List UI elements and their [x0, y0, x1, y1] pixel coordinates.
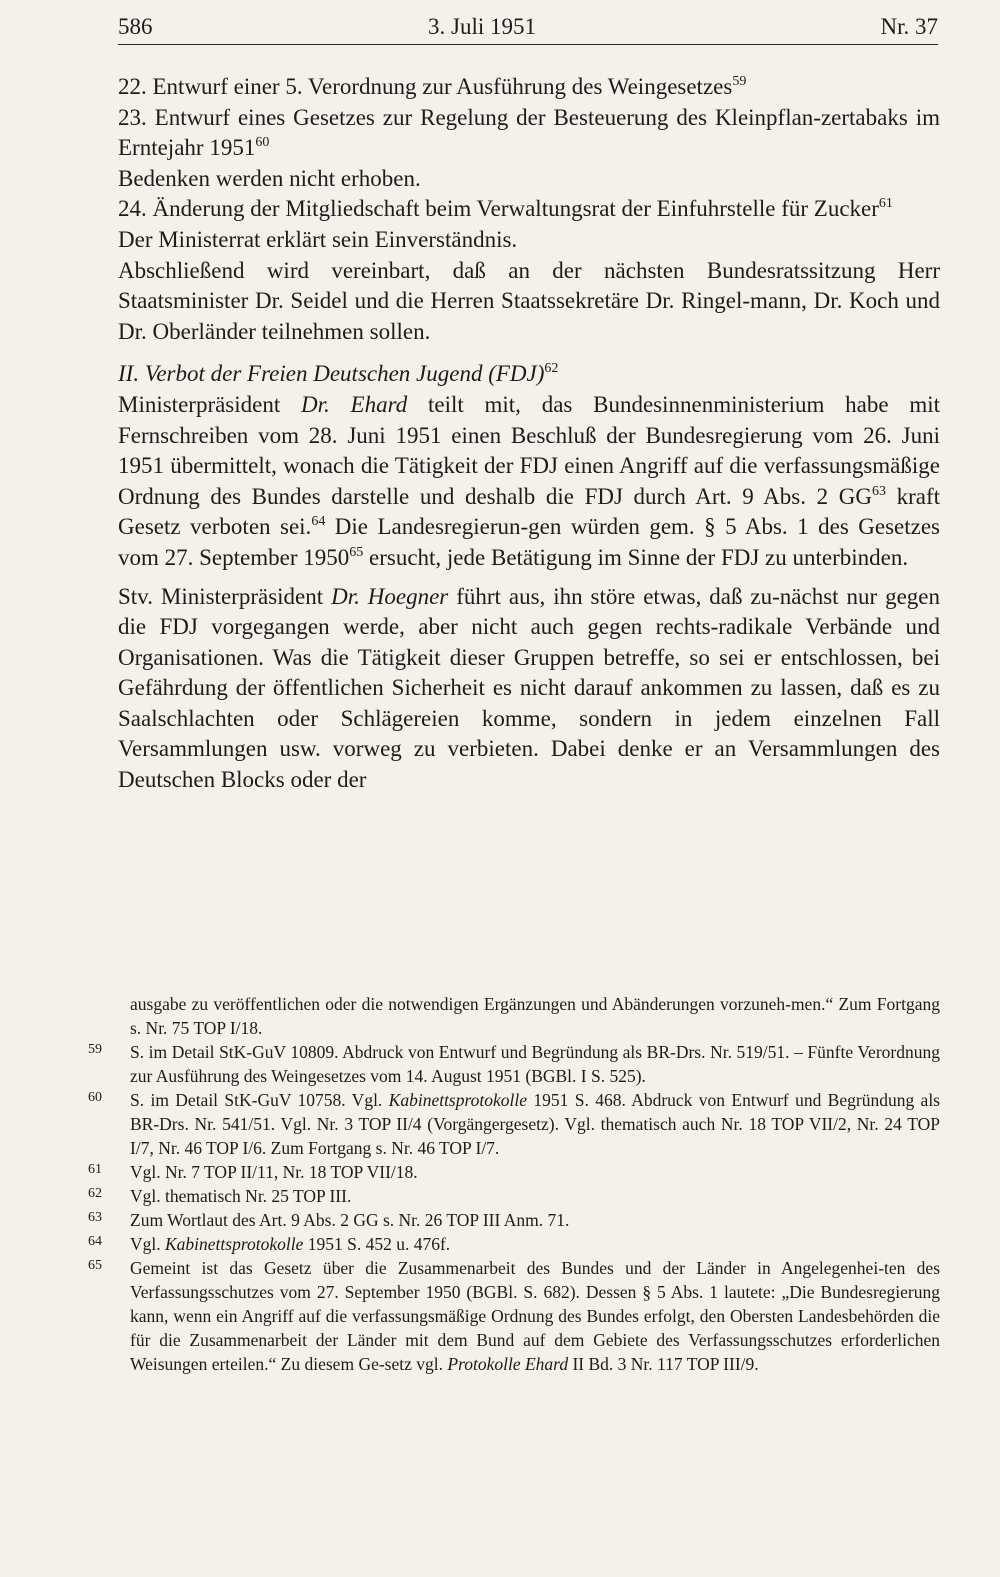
footnote-number: 62	[88, 1186, 102, 1201]
footnote-59: 59 S. im Detail StK-GuV 10809. Abdruck von Entwurf und Begründung als BR-Drs. Nr. 519/51. – Fünfte Verordnung zur Ausführung des Weingesetzes vom 14. August 1951 (BGBl. I S. 525).	[88, 1042, 940, 1086]
closing-paragraph: Abschließend wird vereinbart, daß an der nächsten Bundesratssitzung Herr Staatsminister Dr. Seidel und die Herren Staatssekretäre Dr. Ringel-mann, Dr. Koch und Dr. Oberländer teilnehmen sollen.	[118, 257, 940, 344]
footnote-64: 64 Vgl. Kabinettsprotokolle 1951 S. 452 u. 476f.	[88, 1234, 451, 1254]
footnote-ref: 59	[732, 74, 747, 89]
decision-note: Der Ministerrat erklärt sein Einverständnis.	[118, 226, 518, 252]
paragraph-ehard: Ministerpräsident Dr. Ehard teilt mit, das Bundesinnenministerium habe mit Fernschreiben vom 28. Juni 1951 einen Beschluß der Bundesregierung vom 26. Juni 1951 übermittelt, wonach die Tätigkeit der FDJ einen Angriff auf die verfassungsmäßige Ordnung des Bundes darstelle und deshalb die FDJ durch Art. 9 Abs. 2 GG$^{63}$ kraft Gesetz verboten sei.$^{64}$ Die Landesregierun-gen würden gem. § 5 Abs. 1 des Gesetzes vom 27. September 1950$^{65}$ ersucht, jede Betätigung im Sinne der FDJ zu unterbinden.	[118, 391, 940, 570]
footnote-number: 64	[88, 1234, 102, 1249]
footnote-60: 60 S. im Detail StK-GuV 10758. Vgl. Kabinettsprotokolle 1951 S. 468. Abdruck von Entwurf und Begründung als BR-Drs. Nr. 541/51. Vgl. Nr. 3 TOP II/4 (Vorgängergesetz). Vgl. thematisch auch Nr. 18 TOP VII/2, Nr. 24 TOP I/7, Nr. 46 TOP I/6. Zum Fortgang s. Nr. 46 TOP I/7.	[88, 1090, 940, 1158]
header-date: 3. Juli 1951	[428, 14, 536, 39]
footnote-continuation: ausgabe zu veröffentlichen oder die notwendigen Ergänzungen und Abänderungen vorzuneh-men.“ Zum Fortgang s. Nr. 75 TOP I/18.	[130, 994, 940, 1038]
footnote-ref: 63	[871, 483, 886, 499]
section-heading: II. Verbot der Freien Deutschen Jugend (FDJ)$^{62}$	[118, 361, 559, 387]
footnote-ref: 65	[349, 544, 364, 560]
paragraph-hoegner: Stv. Ministerpräsident Dr. Hoegner führt aus, ihn störe etwas, daß zu-nächst nur gegen die FDJ vorgegangen werde, aber nicht auch gegen rechts-radikale Verbände und Organisationen. Was die Tätigkeit dieser Gruppen betreffe, so sei er entschlossen, bei Gefährdung der öffentlichen Sicherheit es nicht darauf ankommen zu lassen, daß es zu Saalschlachten oder Schlägereien komme, sondern in jedem einzelnen Fall Versammlungen usw. vorweg zu verbieten. Dabei denke er an Versammlungen des Deutschen Blocks oder der	[118, 583, 940, 793]
header-issue: Nr. 37	[880, 14, 938, 39]
footnote-ref: 64	[311, 514, 326, 530]
agenda-item-24: 24. Änderung der Mitgliedschaft beim Verwaltungsrat der Einfuhrstelle für Zucker$^{61}$	[118, 196, 893, 222]
footnote-65: 65 Gemeint ist das Gesetz über die Zusammenarbeit des Bundes und der Länder in Angelegenhei-ten des Verfassungsschutzes vom 27. September 1950 (BGBl. S. 682). Dessen § 5 Abs. 1 lautete: „Die Bundesregierung kann, wenn ein Angriff auf die verfassungsmäßige Ordnung des Bundes erfolgt, den Obersten Landesbehörden die für die Zusammenarbeit der Länder mit dem Bund auf dem Gebiete des Verfassungsschutzes erforderlichen Weisungen erteilen.“ Zu diesem Ge-setz vgl. Protokolle Ehard II Bd. 3 Nr. 117 TOP III/9.	[88, 1258, 940, 1374]
footnote-ref: 61	[878, 196, 893, 212]
footnotes	[88, 992, 940, 1376]
agenda-item-23: 23. Entwurf eines Gesetzes zur Regelung der Besteuerung des Kleinpflan-zertabaks im Erntejahr 1951$^{60}$	[118, 104, 940, 161]
agenda-item-22: 22. Entwurf einer 5. Verordnung zur Ausführung des Weingesetzes$^{59}$	[118, 74, 747, 99]
footnote-number: 63	[88, 1210, 102, 1225]
footnote-61: 61 Vgl. Nr. 7 TOP II/11, Nr. 18 TOP VII/18.	[88, 1162, 418, 1182]
person-name: Dr. Hoegner	[331, 583, 449, 609]
running-head	[118, 10, 938, 45]
indented-note: Bedenken werden nicht erhoben.	[118, 165, 421, 191]
footnote-62: 62 Vgl. thematisch Nr. 25 TOP III.	[88, 1186, 352, 1206]
footnote-ref: 62	[544, 361, 559, 377]
footnote-63: 63 Zum Wortlaut des Art. 9 Abs. 2 GG s. Nr. 26 TOP III Anm. 71.	[88, 1210, 570, 1230]
footnote-ref: 60	[255, 135, 270, 151]
footnote-number: 59	[88, 1042, 102, 1057]
footnote-number: 65	[88, 1258, 102, 1273]
person-name: Dr. Ehard	[301, 391, 408, 417]
footnote-number: 61	[88, 1162, 102, 1177]
page-number: 586	[118, 14, 153, 39]
body-text	[118, 72, 940, 796]
footnote-number: 60	[88, 1090, 102, 1105]
